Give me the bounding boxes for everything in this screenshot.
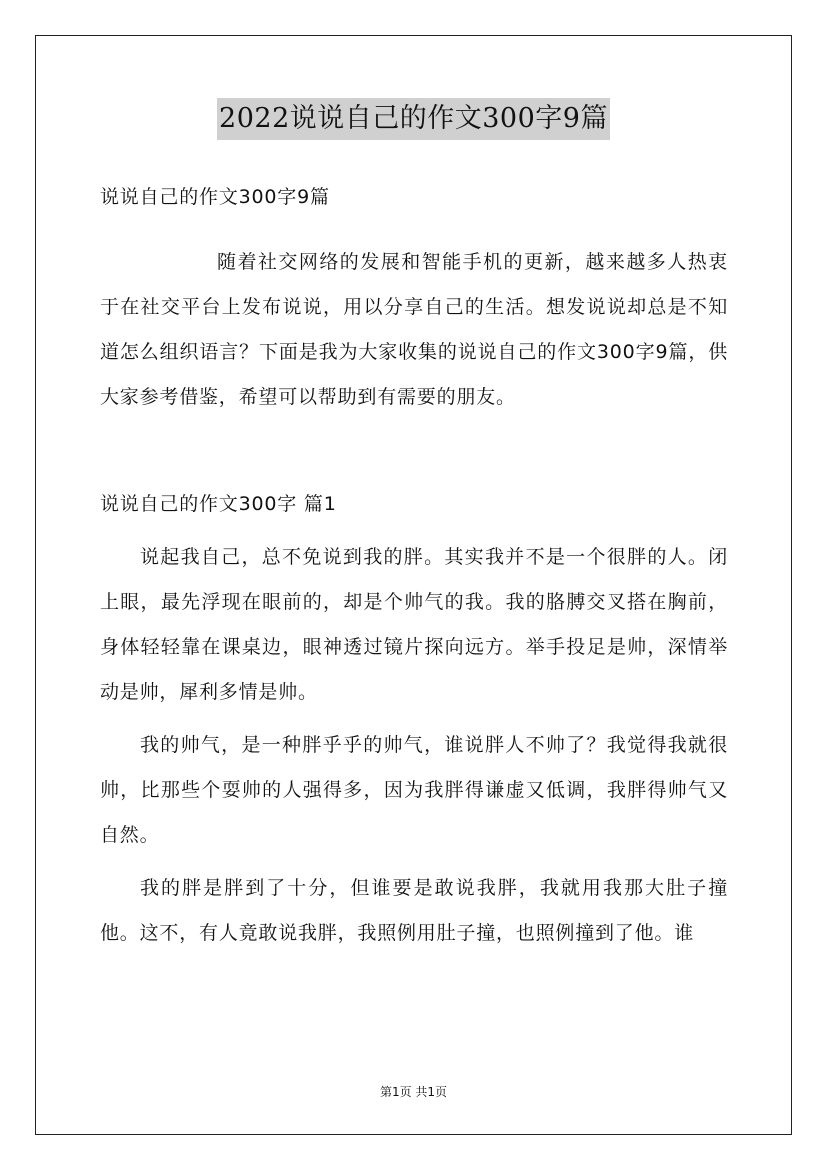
intro-paragraph: 随着社交网络的发展和智能手机的更新，越来越多人热衷于在社交平台上发布说说，用以分享自己的生活。想发说说却总是不知道怎么组织语言？下面是我为大家收集的说说自己的作文300字9篇，供大家参考借鉴，希望可以帮助到有需要的朋友。: [100, 251, 728, 408]
body-paragraph: 我的帅气，是一种胖乎乎的帅气，谁说胖人不帅了？我觉得我就很帅，比那些个耍帅的人强得多，因为我胖得谦虚又低调，我胖得帅气又自然。: [100, 734, 728, 846]
page-footer: 第1页 共1页: [379, 1085, 448, 1099]
body-paragraph: 我的胖是胖到了十分，但谁要是敢说我胖，我就用我那大肚子撞他。这不，有人竟敢说我胖，我照例用肚子撞，也照例撞到了他。谁: [100, 877, 728, 944]
spacer: [100, 420, 728, 482]
title-container: [0, 98, 827, 140]
body-paragraph: 说起我自己，总不免说到我的胖。其实我并不是一个很胖的人。闭上眼，最先浮现在眼前的，却是个帅气的我。我的胳膊交叉搭在胸前，身体轻轻靠在课桌边，眼神透过镜片探向远方。举手投足是帅，深情举动是帅，犀利多情是帅。: [100, 546, 728, 703]
document-title: 2022说说自己的作文300字9篇: [217, 98, 610, 140]
document-body: [100, 175, 728, 956]
subtitle: 说说自己的作文300字9篇: [100, 186, 330, 208]
section-heading: 说说自己的作文300字 篇1: [100, 493, 337, 515]
